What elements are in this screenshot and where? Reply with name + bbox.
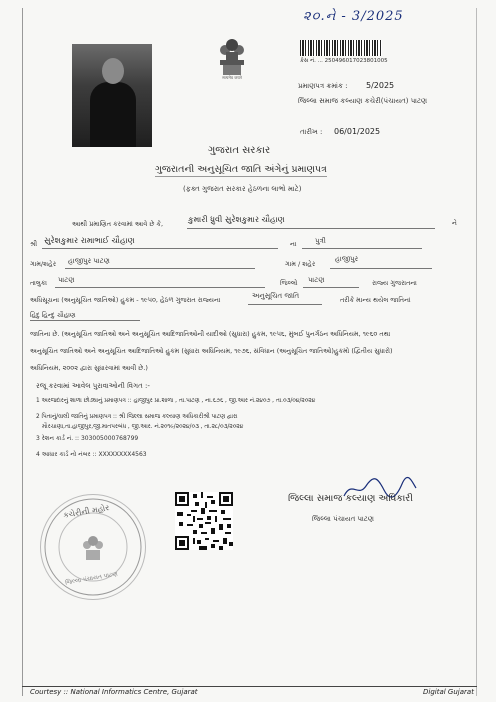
applicant-name: કુમારી ધ્રુવી સુરેશકુમાર ચૌહાણ (188, 215, 285, 224)
docs-heading: રજૂ કરવામાં આવેલ પુરાવાઓની વિગત :- (36, 382, 150, 390)
taluka-value: પાટણ (58, 276, 75, 284)
doc-item-3: 3 રેશન કાર્ડ નં. :: 303005000768799 (36, 435, 139, 442)
footer-courtesy: Courtesy :: National Informatics Centre, Gujarat (30, 688, 198, 696)
date-label: તારીખ : (300, 128, 323, 136)
para-line-3: અધિનિયમ, ૨૦૦૨ દ્વારા સુધારવામાં આવી છે.) (30, 364, 148, 372)
govt-heading: ગુજરાત સરકાર (208, 145, 271, 156)
certificate-no-label: પ્રમાણપત્ર ક્રમાંક : (298, 82, 348, 90)
office-seal (40, 494, 146, 600)
barcode (300, 40, 382, 56)
doc-item-2-cont: મૌરચાણા,તા.હાજીપુર,જી.માતપરબંધ , જી.આર. નં.૨૦૧૯/૨૦૨૪/૦૩ , તા.૨૮/૦૩/૨૦૨૪ (42, 424, 244, 430)
handwritten-ref: ૨૦.ને - 3/2025 (303, 9, 404, 24)
village-label: ગામ/શહેર (30, 260, 57, 268)
certificate-subtitle: (ફક્ત ગુજરાત સરકાર હેઠળના લાભો માટે) (183, 185, 302, 193)
applicant-photo (72, 44, 152, 147)
village-right-value: હાજીપુર (335, 255, 359, 263)
caste-suffix: તરીકે માન્ય થયેલ જાતિનાં (340, 296, 411, 304)
village-right-label: ગામ / શહેર (285, 260, 316, 268)
seal-text-bottom: જિલ્લા પંચાયત પાટણ (64, 570, 119, 587)
seal-text-top: કચેરીની મહોર (62, 503, 111, 520)
doc-item-1: 1 અરજદારનું શાળા છોડ્યાનું પ્રમાણપત્ર :: હાજીપુર પ્રા.શાળા , તા.પાટણ , ના.૬૭૬ , જી.આર નં.૨૪૦૭ , તા.૦૩/૦૪/૨૦૨૪ (36, 398, 316, 404)
certify-label: આથી પ્રમાણિત કરવામાં આવે છે કે, (72, 220, 164, 228)
taluka-field (55, 273, 265, 288)
signatory-title: જિલ્લા સમાજ કલ્યાણ અધિકારી (288, 493, 413, 504)
para-line-1: જાતિના છે. (અનુસૂચિત જાતિઓ અને અનુસૂચિત આદિજાતિઓની યાદીઓ (સુધારા) હુકમ, ૧૯૫૬, મુંબઈ પુનર્ગઠન અધિનિયમ, ૧૯૬૦ તથા (30, 330, 391, 338)
doc-item-4: 4 આધાર કાર્ડ નો નંબર :: XXXXXXXX4563 (36, 451, 147, 458)
notification-text: અધિસૂચના (અનુસૂચિત જાતિઓ) હુકમ - ૧૯૫૦, હેઠળ ગુજરાત રાજ્યના (30, 296, 221, 304)
district-suffix: રાજ્ય ગુજરાતના (372, 279, 417, 287)
bottom-border (22, 686, 477, 687)
qr-code (175, 492, 233, 550)
footer-digital-gujarat: Digital Gujarat (423, 688, 474, 696)
relation-value: પુત્રી (315, 237, 326, 245)
taluka-label: તાલુકા (30, 279, 47, 287)
doc-item-2: 2 પિતાનું/વાલી જાતિનું પ્રમાણપત્ર :: શ્રી જિલ્લા સમાજ કલ્યાણ અધિકારીશ્રી પાટણ દ્વારા (36, 414, 238, 420)
barcode-caption: કેસ નં. ... 250496017023801005 (300, 58, 388, 64)
father-name: સુરેશકુમાર રામાભાઈ ચૌહાણ (44, 236, 135, 245)
signatory-office: જિલ્લા પંચાયત પાટણ (312, 515, 374, 523)
svg-text:सत्यमेव जयते: सत्यमेव जयते (222, 75, 242, 80)
state-emblem-icon (212, 30, 252, 80)
para-line-2: અનુસૂચિત જાતિઓ અને અનુસૂચિત આદિજાતિઓ હુકમ (સુધારા અધિનિયમ, ૧૯૭૬, સંવિધાન (અનુસૂચિત જાતિઓ)હુકમો (દ્વિતીય સુધારો) (30, 347, 393, 355)
district-value: પાટણ (308, 276, 325, 284)
village-value: હાજીપુર પાટણ (68, 257, 110, 265)
relation-label: ના (290, 240, 297, 248)
certificate-title: ગુજરાતની અનુસૂચિત જાતિ અંગેનું પ્રમાણપત્ર (155, 164, 327, 175)
caste-value: અનુસૂચિત જાતિ (252, 292, 300, 300)
district-label: જિલ્લો (280, 279, 298, 287)
date-value: 06/01/2025 (334, 127, 381, 136)
left-border (22, 8, 23, 696)
issuing-office: જિલ્લા સમાજ કલ્યાણ કચેરી(પંચાયત) પાટણ (298, 97, 428, 105)
father-prefix: શ્રી (30, 240, 38, 248)
name-suffix: ને (452, 219, 457, 227)
certificate-no: 5/2025 (366, 81, 395, 90)
religion-value: હિંદુ હિન્દુ ચૌહાણ (30, 311, 76, 319)
right-border (476, 8, 477, 696)
